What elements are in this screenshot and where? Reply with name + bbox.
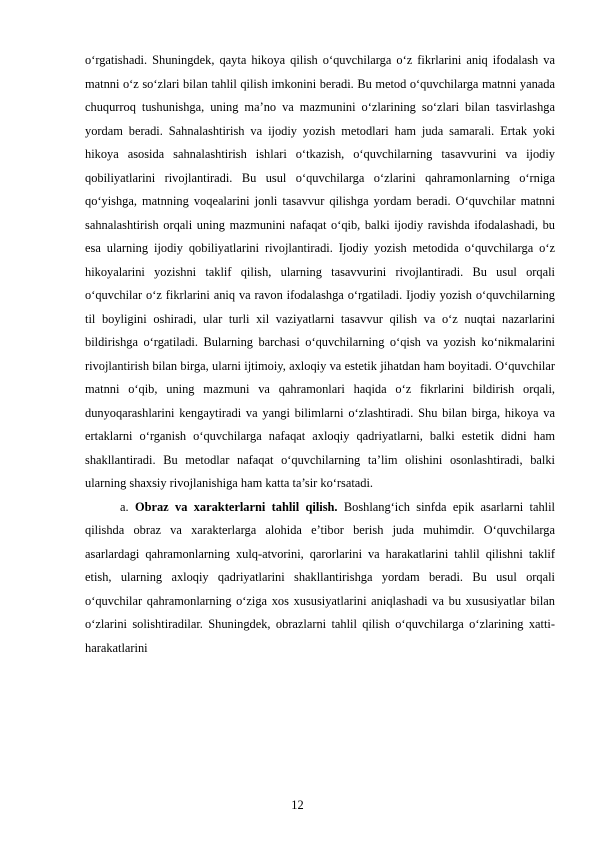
paragraph-2 [85, 496, 555, 661]
list-marker: a. [120, 499, 129, 514]
paragraph-1: o‘rgatishadi. Shuningdek, qayta hikoya qilish o‘quvchilarga o‘z fikrlarini aniq ifodalash va matnni o‘z so‘zlari bilan tahlil qilish imkonini beradi. Bu metod o‘quvchilarga matnni yanada chuqurroq tushunishga, uning ma’no va mazmunini o‘zlarining so‘zlari bilan tasvirlashga yordam beradi. Sahnalashtirish va ijodiy yozish metodlari ham juda samarali. Ertak yoki hikoya asosida sahnalashtirish ishlari o‘tkazish, o‘quvchilarning tasavvurini va ijodiy qobiliyatlarini rivojlantiradi. Bu usul o‘quvchilarga o‘zlarini qahramonlarning o‘rniga qo‘yishga, matnning voqealarini jonli tasavvur qilishga yordam beradi. O‘quvchilar matnni sahnalashtirish orqali uning mazmunini nafaqat o‘qib, balki ijodiy ravishda ifodalashadi, bu esa ularning ijodiy qobiliyatlarini rivojlantiradi. Ijodiy yozish metodida o‘quvchilarga o‘z hikoyalarini yozishni taklif qilish, ularning tasavvurini rivojlantiradi. Bu usul orqali o‘quvchilar o‘z fikrlarini aniq va ravon ifodalashga o‘rgatiladi. Ijodiy yozish o‘quvchilarning til boyligini oshiradi, ular turli xil vaziyatlarni tasavvur qilish va o‘z nuqtai nazarlarini bildirishga o‘rgatiladi. Bularning barchasi o‘quvchilarning o‘qish va yozish ko‘nikmalarini rivojlantirish bilan birga, ularni ijtimoiy, axloqiy va estetik jihatdan ham boyitadi. O‘quvchilar matnni o‘qib, uning mazmuni va qahramonlari haqida o‘z fikrlarini bildirish orqali, dunyoqarashlarini kengaytiradi va yangi bilimlarni o‘zlashtiradi. Shu bilan birga, hikoya va ertaklarni o‘rganish o‘quvchilarga nafaqat axloqiy qadriyatlarni, balki estetik didni ham shakllantiradi. Bu metodlar nafaqat o‘quvchilarning ta’lim olishini osonlashtiradi, balki ularning shaxsiy rivojlanishiga ham katta ta’sir ko‘rsatadi. [85, 53, 555, 490]
body-text [85, 49, 555, 660]
page-number: 12 [291, 798, 304, 812]
section-heading: Obraz va xarakterlarni tahlil qilish. [134, 499, 338, 514]
paragraph-2-body: Boshlang‘ich sinfda epik asarlarni tahlil qilishda obraz va xarakterlarga alohida e’tibor berish juda muhimdir. O‘quvchilarga asarlardagi qahramonlarning xulq-atvorini, qarorlarini va harakatlarini tahlil qilishni taklif etish, ularning axloqiy qadriyatlarini shakllantirishga yordam beradi. Bu usul orqali o‘quvchilar qahramonlarning o‘ziga xos xususiyatlarini aniqlashadi va bu xususiyatlar bilan o‘zlarini solishtiradilar. Shuningdek, obrazlarni tahlil qilish o‘quvchilarga o‘zlarining xatti-harakatlarini [85, 499, 555, 655]
